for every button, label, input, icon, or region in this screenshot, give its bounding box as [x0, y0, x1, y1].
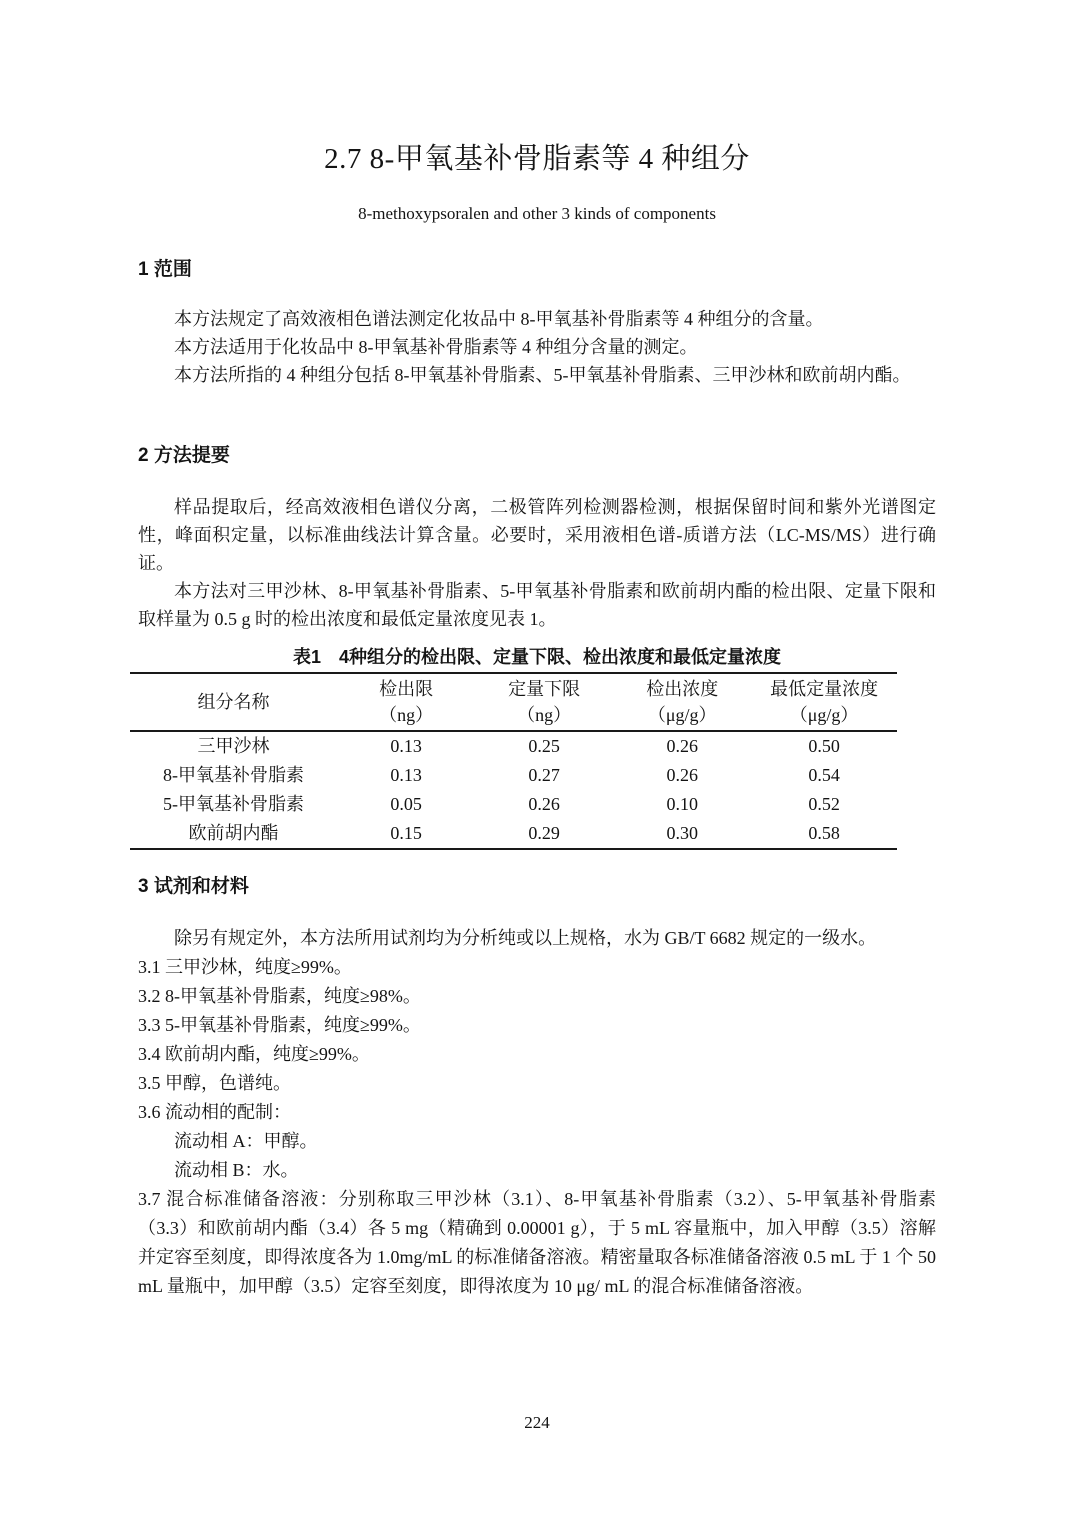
- mobile-phase-a: 流动相 A：甲醇。: [174, 1131, 318, 1151]
- reagent-item-3-4: 3.4 欧前胡内酯，纯度≥99%。: [138, 1044, 370, 1064]
- table-cell: 0.26: [666, 736, 698, 756]
- table-header-cell-lod: [337, 673, 475, 731]
- header-unit: （μg/g）: [789, 705, 859, 725]
- section-2-paragraph: 本方法对三甲沙林、8-甲氧基补骨脂素、5-甲氧基补骨脂素和欧前胡内酯的检出限、定量下限和取样量为 0.5 g 时的检出浓度和最低定量浓度见表 1。: [138, 581, 936, 629]
- table-cell: 0.13: [390, 765, 422, 785]
- table-cell: 0.05: [390, 794, 422, 814]
- header-label: 检出限: [379, 679, 434, 699]
- header-label: 检出浓度: [646, 679, 719, 699]
- table-header-cell-detect-conc: [613, 673, 751, 731]
- table-cell: 0.50: [808, 736, 840, 756]
- section-3: [138, 875, 936, 1301]
- reagent-item-3-1: 3.1 三甲沙林，纯度≥99%。: [138, 957, 352, 977]
- section-1-paragraph: 本方法适用于化妆品中 8-甲氧基补骨脂素等 4 种组分含量的测定。: [174, 337, 698, 357]
- table-header-cell-min-quant-conc: [751, 673, 897, 731]
- header-label: 最低定量浓度: [770, 679, 879, 699]
- table-cell: 0.30: [666, 823, 698, 843]
- table-cell: 0.15: [390, 823, 422, 843]
- section-1-paragraph: 本方法规定了高效液相色谱法测定化妆品中 8-甲氧基补骨脂素等 4 种组分的含量。: [174, 309, 824, 329]
- table-caption: 表1 4种组分的检出限、定量下限、检出浓度和最低定量浓度: [292, 647, 782, 667]
- page-subtitle-en: 8-methoxypsoralen and other 3 kinds of components: [358, 204, 716, 223]
- table-row: [130, 761, 897, 790]
- reagent-item-3-2: 3.2 8-甲氧基补骨脂素，纯度≥98%。: [138, 986, 421, 1006]
- table-cell: 0.58: [808, 823, 840, 843]
- reagent-item-3-7: 3.7 混合标准储备溶液：分别称取三甲沙林（3.1）、8-甲氧基补骨脂素（3.2）、5-甲氧基补骨脂素（3.3）和欧前胡内酯（3.4）各 5 mg（精确到 0.00001 g），于 5 mL 容量瓶中，加入甲醇（3.5）溶解并定容至刻度，即得浓度各为 1.0mg/mL 的标准储备溶液。精密量取各标准储备溶液 0.5 mL 于 1 个 50 mL 量瓶中，加甲醇（3.5）定容至刻度，即得浓度为 10 μg/ mL 的混合标准储备溶液。: [138, 1189, 936, 1296]
- table-row: [130, 819, 897, 849]
- reagent-item-3-3: 3.3 5-甲氧基补骨脂素，纯度≥99%。: [138, 1015, 421, 1035]
- mobile-phase-b: 流动相 B：水。: [174, 1160, 299, 1180]
- table-cell: 0.13: [390, 736, 422, 756]
- table-cell: 三甲沙林: [197, 736, 270, 756]
- reagent-item-3-6: 3.6 流动相的配制：: [138, 1102, 291, 1122]
- table-cell: 0.29: [528, 823, 560, 843]
- page-number: 224: [524, 1413, 550, 1432]
- table-cell: 0.26: [528, 794, 560, 814]
- table-cell: 0.25: [528, 736, 560, 756]
- table-header-cell-loq: [475, 673, 613, 731]
- table-1: [130, 672, 897, 850]
- table-cell: 0.26: [666, 765, 698, 785]
- page-content: [0, 258, 1074, 1301]
- page-title: 2.7 8-甲氧基补骨脂素等 4 种组分: [324, 143, 750, 175]
- header-unit: （ng）: [517, 705, 572, 725]
- table-row: [130, 790, 897, 819]
- table-header-cell-component: [130, 673, 337, 731]
- table-cell: 欧前胡内酯: [188, 823, 279, 843]
- header-label: 组分名称: [197, 692, 270, 712]
- table-cell: 8-甲氧基补骨脂素: [163, 765, 305, 785]
- section-2-paragraph: 样品提取后，经高效液相色谱仪分离，二极管阵列检测器检测，根据保留时间和紫外光谱图定性，峰面积定量，以标准曲线法计算含量。必要时，采用液相色谱-质谱方法（LC-MS/MS）进行确证。: [138, 497, 936, 573]
- header-unit: （ng）: [379, 705, 434, 725]
- header-unit: （μg/g）: [647, 705, 717, 725]
- table-cell: 0.52: [808, 794, 840, 814]
- table-row: [130, 731, 897, 761]
- section-2-heading: 2 方法提要: [138, 445, 230, 466]
- table-cell: 0.10: [666, 794, 698, 814]
- table-cell: 0.27: [528, 765, 560, 785]
- section-1-heading: 1 范围: [138, 259, 192, 280]
- section-1-paragraph: 本方法所指的 4 种组分包括 8-甲氧基补骨脂素、5-甲氧基补骨脂素、三甲沙林和欧前胡内酯。: [174, 365, 911, 385]
- table-cell: 0.54: [808, 765, 840, 785]
- section-3-heading: 3 试剂和材料: [138, 876, 249, 897]
- table-header-row: [130, 673, 897, 731]
- header-label: 定量下限: [508, 679, 581, 699]
- section-3-intro: 除另有规定外，本方法所用试剂均为分析纯或以上规格，水为 GB/T 6682 规定的一级水。: [174, 928, 877, 948]
- table-cell: 5-甲氧基补骨脂素: [163, 794, 305, 814]
- reagent-item-3-5: 3.5 甲醇，色谱纯。: [138, 1073, 291, 1093]
